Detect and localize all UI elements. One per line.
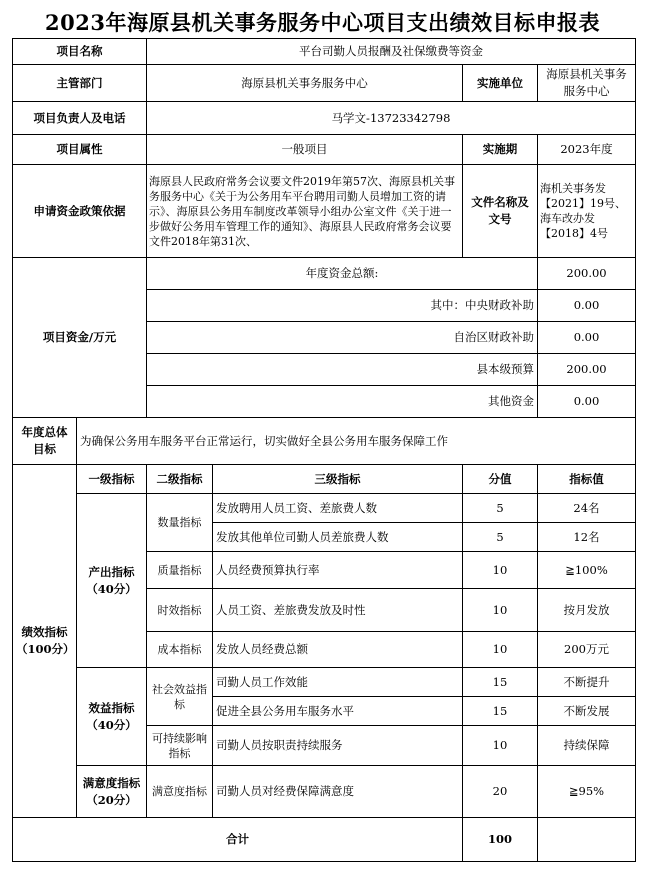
- policy-label: 申请资金政策依据: [13, 165, 147, 258]
- period-label: 实施期: [463, 135, 538, 165]
- level2-quality: 质量指标: [147, 552, 213, 589]
- indicator-name: 司勤人员按职责持续服务: [213, 726, 463, 766]
- person-label: 项目负责人及电话: [13, 102, 147, 135]
- header-target: 指标值: [538, 465, 636, 494]
- header-score: 分值: [463, 465, 538, 494]
- indicator-score: 15: [463, 697, 538, 726]
- group-output: 产出指标（40分）: [77, 494, 147, 668]
- indicator-score: 20: [463, 766, 538, 818]
- indicator-score: 5: [463, 523, 538, 552]
- indicator-name: 发放聘用人员工资、差旅费人数: [213, 494, 463, 523]
- funds-county-value: 200.00: [538, 354, 636, 386]
- group-benefit: 效益指标（40分）: [77, 668, 147, 766]
- indicator-name: 司勤人员工作效能: [213, 668, 463, 697]
- indicator-target: ≧95%: [538, 766, 636, 818]
- funds-total-value: 200.00: [538, 258, 636, 290]
- funds-other-label: 其他资金: [147, 386, 538, 418]
- performance-table: [12, 38, 636, 862]
- indicator-score: 15: [463, 668, 538, 697]
- header-level2: 二级指标: [147, 465, 213, 494]
- indicator-score: 10: [463, 552, 538, 589]
- level2-satisfy: 满意度指标: [147, 766, 213, 818]
- doc-no-label: 文件名称及文号: [463, 165, 538, 258]
- indicator-target: 12名: [538, 523, 636, 552]
- impl-unit-value: 海原县机关事务服务中心: [538, 65, 636, 102]
- indicator-score: 10: [463, 726, 538, 766]
- dept-value: 海原县机关事务服务中心: [147, 65, 463, 102]
- annual-goal-label: 年度总体目标: [13, 418, 77, 465]
- indicator-score: 5: [463, 494, 538, 523]
- indicator-name: 促进全县公务用车服务水平: [213, 697, 463, 726]
- attr-label: 项目属性: [13, 135, 147, 165]
- level2-quantity: 数量指标: [147, 494, 213, 552]
- indicator-target: 持续保障: [538, 726, 636, 766]
- funds-other-value: 0.00: [538, 386, 636, 418]
- person-value: 马学文-13723342798: [147, 102, 636, 135]
- funds-central-label: 其中：中央财政补助: [147, 290, 538, 322]
- group-satisfaction: 满意度指标（20分）: [77, 766, 147, 818]
- funds-central-value: 0.00: [538, 290, 636, 322]
- header-level1: 一级指标: [77, 465, 147, 494]
- indicator-target: 不断提升: [538, 668, 636, 697]
- total-label: 合计: [13, 818, 463, 862]
- policy-value: 海原县人民政府常务会议要文件2019年第57次、海原县机关事务服务中心《关于为公务用车平台聘用司勤人员增加工资的请示》、海原县公务用车制度改革领导小组办公室文件《关于进一步做好公务用车管理工作的通知》、海原县人民政府常务会议要文件2018年第31次、: [147, 165, 463, 258]
- level2-timeliness: 时效指标: [147, 589, 213, 632]
- indicator-target: 200万元: [538, 632, 636, 668]
- period-value: 2023年度: [538, 135, 636, 165]
- indicator-target: 24名: [538, 494, 636, 523]
- indicator-name: 人员工资、差旅费发放及时性: [213, 589, 463, 632]
- indicator-name: 司勤人员对经费保障满意度: [213, 766, 463, 818]
- funds-region-value: 0.00: [538, 322, 636, 354]
- impl-unit-label: 实施单位: [463, 65, 538, 102]
- page-title: 2023年海原县机关事务服务中心项目支出绩效目标申报表: [45, 10, 600, 35]
- indicator-target: ≧100%: [538, 552, 636, 589]
- total-target: [538, 818, 636, 862]
- indicator-score: 10: [463, 632, 538, 668]
- level2-social: 社会效益指标: [147, 668, 213, 726]
- perf-label: 绩效指标（100分）: [13, 465, 77, 818]
- dept-label: 主管部门: [13, 65, 147, 102]
- funds-region-label: 自治区财政补助: [147, 322, 538, 354]
- funds-total-label: 年度资金总额:: [147, 258, 538, 290]
- indicator-target: 不断发展: [538, 697, 636, 726]
- indicator-target: 按月发放: [538, 589, 636, 632]
- doc-no-value: 海机关事务发【2021】19号、海车改办发【2018】4号: [538, 165, 636, 258]
- total-score: 100: [463, 818, 538, 862]
- indicator-name: 发放人员经费总额: [213, 632, 463, 668]
- header-level3: 三级指标: [213, 465, 463, 494]
- attr-value: 一般项目: [147, 135, 463, 165]
- project-name-value: 平台司勤人员报酬及社保缴费等资金: [147, 39, 636, 65]
- funds-county-label: 县本级预算: [147, 354, 538, 386]
- indicator-score: 10: [463, 589, 538, 632]
- funds-label: 项目资金/万元: [13, 258, 147, 418]
- level2-sustain: 可持续影响指标: [147, 726, 213, 766]
- project-name-label: 项目名称: [13, 39, 147, 65]
- annual-goal-value: 为确保公务用车服务平台正常运行，切实做好全县公务用车服务保障工作: [77, 418, 636, 465]
- indicator-name: 发放其他单位司勤人员差旅费人数: [213, 523, 463, 552]
- indicator-name: 人员经费预算执行率: [213, 552, 463, 589]
- level2-cost: 成本指标: [147, 632, 213, 668]
